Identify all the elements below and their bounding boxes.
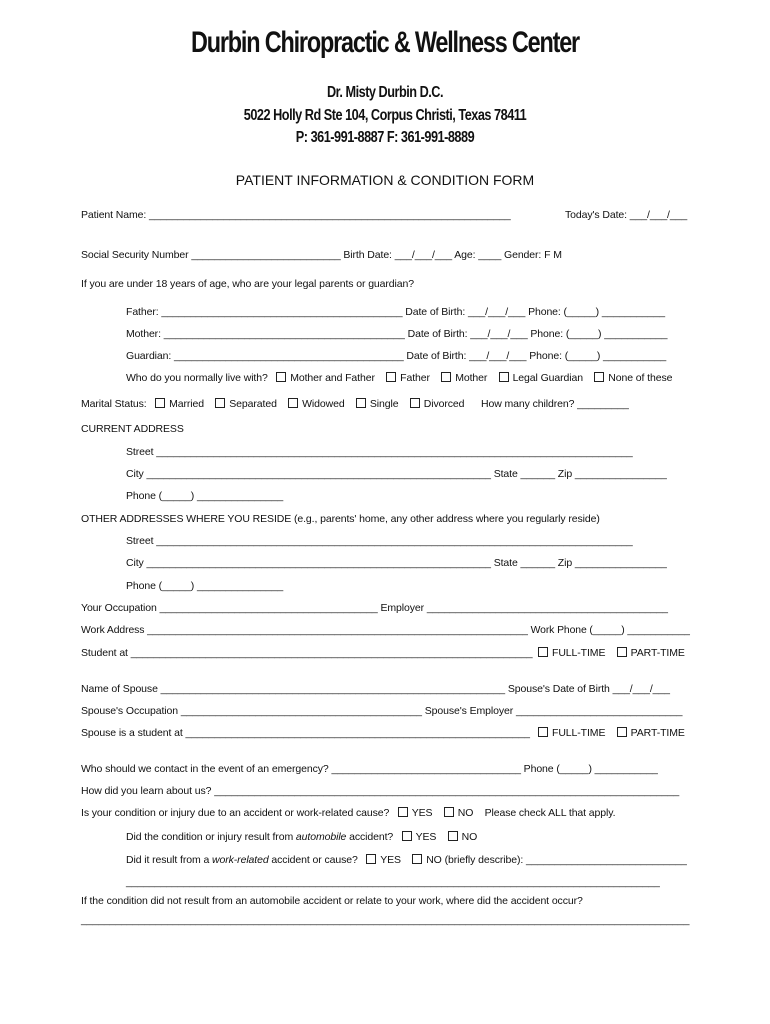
mother-row[interactable]: Mother: __________________________________________ Date of Birth: ___/___/___ Phone: (_____) ___________: [126, 328, 668, 340]
live-opt-father: Father: [400, 372, 430, 384]
spouse-name-row[interactable]: Name of Spouse ____________________________________________________________ Spouse's Date of Birth ___/___/___: [81, 683, 670, 695]
marital-single: Single: [369, 398, 399, 410]
full-time-label: FULL-TIME: [552, 727, 606, 739]
checkbox[interactable]: [155, 398, 165, 408]
live-with-question: Who do you normally live with?: [126, 372, 268, 384]
live-opt-mother: Mother: [455, 372, 488, 384]
checkbox[interactable]: [499, 372, 509, 382]
work-question-italic: work-related: [212, 854, 269, 866]
accident-location-line[interactable]: __________________________________________________________________________________________________________: [81, 914, 690, 926]
marital-status-row: [81, 398, 464, 410]
checkbox[interactable]: [617, 727, 627, 737]
checkbox[interactable]: [366, 854, 376, 864]
work-question-part1: Did it result from a: [126, 854, 213, 866]
accident-location-question: If the condition did not result from an automobile accident or relate to your work, where did the accident occur?: [81, 895, 583, 907]
checkbox[interactable]: [402, 831, 412, 841]
auto-question-part2: accident?: [346, 831, 394, 843]
checkbox[interactable]: [448, 831, 458, 841]
guardian-row[interactable]: Guardian: ________________________________________ Date of Birth: ___/___/___ Phone: (_____) ___________: [126, 350, 667, 362]
automobile-question-row: [126, 831, 477, 843]
doctor-name: Dr. Misty Durbin D.C.: [326, 84, 444, 101]
checkbox[interactable]: [412, 854, 422, 864]
patient-name-field[interactable]: Patient Name: _______________________________________________________________: [81, 209, 511, 221]
phone-field[interactable]: Phone (_____) _______________: [126, 490, 284, 502]
ssn-birthdate-row[interactable]: Social Security Number __________________________ Birth Date: ___/___/___ Age: ____ Gender: F M: [81, 249, 562, 261]
clinic-name: Durbin Chiropractic & Wellness Center: [191, 26, 579, 59]
under-18-question: If you are under 18 years of age, who are your legal parents or guardian?: [81, 278, 414, 290]
live-opt-guardian: Legal Guardian: [512, 372, 583, 384]
other-addresses-heading: OTHER ADDRESSES WHERE YOU RESIDE (e.g., parents' home, any other address where you regularly reside): [81, 513, 600, 525]
yes-label: YES: [380, 854, 401, 866]
marital-widowed: Widowed: [302, 398, 345, 410]
work-address-row[interactable]: Work Address ___________________________________________________________________ Work Phone (_____) ___________: [81, 624, 690, 636]
live-opt-none: None of these: [608, 372, 673, 384]
checkbox[interactable]: [617, 647, 627, 657]
other-street-field[interactable]: Street ___________________________________________________________________________________: [126, 535, 633, 547]
part-time-label: PART-TIME: [630, 647, 685, 659]
yes-label: YES: [415, 831, 437, 843]
work-related-question-row: [126, 854, 687, 866]
checkbox[interactable]: [276, 372, 286, 382]
live-opt-mother-father: Mother and Father: [290, 372, 375, 384]
checkbox[interactable]: [538, 727, 548, 737]
live-with-row: [126, 372, 672, 384]
checkbox[interactable]: [594, 372, 604, 382]
current-address-heading: CURRENT ADDRESS: [81, 423, 184, 435]
work-question-part2: accident or cause?: [268, 854, 358, 866]
clinic-phones: P: 361-991-8887 F: 361-991-8889: [295, 129, 475, 146]
yes-label: YES: [411, 807, 433, 819]
student-at-field[interactable]: Student at ______________________________________________________________________: [81, 647, 533, 659]
marital-married: Married: [169, 398, 204, 410]
children-field[interactable]: How many children? _________: [481, 398, 629, 410]
full-time-label: FULL-TIME: [552, 647, 606, 659]
student-status-options: [538, 647, 685, 659]
no-label: NO: [457, 807, 474, 819]
condition-question: Is your condition or injury due to an accident or work-related cause?: [81, 807, 390, 819]
checkbox[interactable]: [288, 398, 298, 408]
checkbox[interactable]: [386, 372, 396, 382]
learn-about-row[interactable]: How did you learn about us? _________________________________________________________________________________: [81, 785, 680, 797]
condition-question-row: [81, 807, 615, 819]
marital-divorced: Divorced: [423, 398, 465, 410]
auto-question-italic: automobile: [295, 831, 347, 843]
checkbox[interactable]: [538, 647, 548, 657]
spouse-student-status-options: [538, 727, 685, 739]
street-field[interactable]: Street ___________________________________________________________________________________: [126, 446, 633, 458]
father-row[interactable]: Father: __________________________________________ Date of Birth: ___/___/___ Phone: (_____) ___________: [126, 306, 666, 318]
checkbox[interactable]: [410, 398, 420, 408]
city-state-zip-field[interactable]: City ____________________________________________________________ State ______ Zip ________________: [126, 468, 667, 480]
auto-question-part1: Did the condition or injury result from: [126, 831, 296, 843]
checkbox[interactable]: [441, 372, 451, 382]
emergency-contact-row[interactable]: Who should we contact in the event of an emergency? _________________________________ Phone (_____) ___________: [81, 763, 658, 775]
checkbox[interactable]: [398, 807, 408, 817]
other-city-state-zip-field[interactable]: City ____________________________________________________________ State ______ Zip ________________: [126, 557, 667, 569]
other-phone-field[interactable]: Phone (_____) _______________: [126, 580, 284, 592]
no-describe-field[interactable]: NO (briefly describe): ____________________________: [426, 854, 687, 866]
spouse-occupation-row[interactable]: Spouse's Occupation __________________________________________ Spouse's Employer _____________________________: [81, 705, 683, 717]
todays-date-field[interactable]: Today's Date: ___/___/___: [565, 209, 688, 221]
spouse-student-field[interactable]: Spouse is a student at ____________________________________________________________: [81, 727, 530, 739]
checkbox[interactable]: [356, 398, 366, 408]
checkbox[interactable]: [215, 398, 225, 408]
occupation-employer-row[interactable]: Your Occupation ______________________________________ Employer __________________________________________: [81, 602, 668, 614]
clinic-address: 5022 Holly Rd Ste 104, Corpus Christi, Texas 78411: [243, 107, 527, 124]
marital-separated: Separated: [229, 398, 277, 410]
check-all-note: Please check ALL that apply.: [484, 807, 616, 819]
part-time-label: PART-TIME: [630, 727, 685, 739]
describe-line[interactable]: _____________________________________________________________________________________________: [126, 876, 660, 888]
no-label: NO: [461, 831, 478, 843]
form-title: PATIENT INFORMATION & CONDITION FORM: [235, 172, 535, 188]
marital-label: Marital Status:: [81, 398, 147, 410]
checkbox[interactable]: [444, 807, 454, 817]
